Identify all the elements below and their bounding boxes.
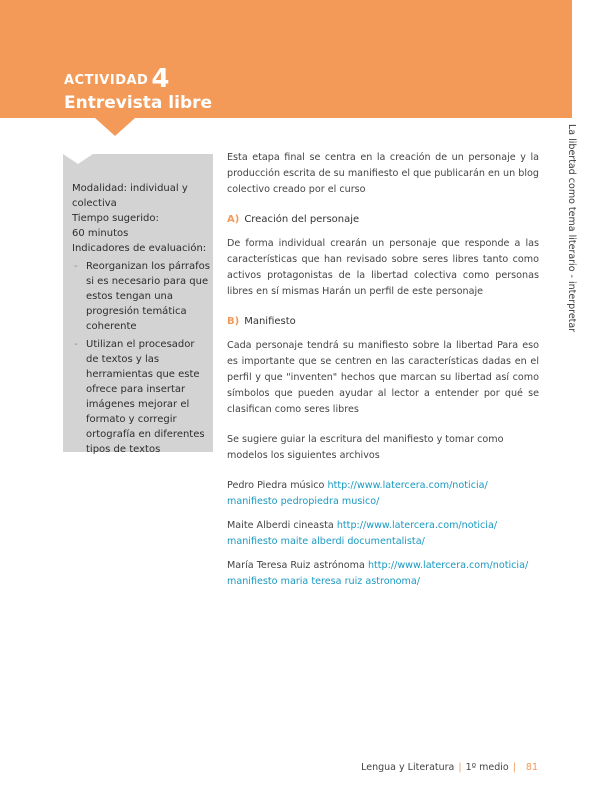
section-a-paragraph: De forma individual crearán un personaje que responde a las características que han revisado sobre seres libres tanto como activos protagonistas de la libertad colectiva como personas libres en sí mismas Harán un perfil de este personaje bbox=[227, 238, 539, 297]
section-b-letter: B) bbox=[227, 316, 240, 327]
section-b-title: Manifiesto bbox=[244, 316, 296, 327]
activity-heading bbox=[64, 64, 169, 94]
page-footer bbox=[361, 762, 538, 773]
footer-divider: | bbox=[512, 762, 516, 773]
link-item bbox=[227, 478, 539, 510]
indicator-item: - Reorganizan los párrafos si es necesario para que estos tengan una progresión temática coherente bbox=[72, 259, 210, 334]
modalidad: Modalidad: individual y colectiva bbox=[72, 183, 188, 209]
activity-info-box bbox=[63, 154, 213, 455]
section-b-paragraph: Cada personaje tendrá su manifiesto sobre la libertad Para eso es importante que se centren en las características dadas en el perfil y que "inventen" hechos que marcan su libertad así como símbolos que pueden ayudar al lector a entender por qué se clasifican como seres libres bbox=[227, 340, 539, 415]
link-label: Maite Alberdi cineasta bbox=[227, 520, 334, 531]
link-url[interactable]: http://www.latercera.com/noticia/ bbox=[367, 560, 529, 571]
banner-notch bbox=[95, 118, 135, 136]
intro-paragraph: Esta etapa final se centra en la creación de un personaje y la producción escrita de su manifiesto el que publicarán en un blog colectivo creado por el curso bbox=[227, 152, 539, 195]
footer-subject: Lengua y Literatura bbox=[361, 762, 455, 773]
link-label: María Teresa Ruiz astrónoma bbox=[227, 560, 365, 571]
section-a-heading bbox=[227, 212, 539, 228]
link-item bbox=[227, 518, 539, 550]
activity-label: ACTIVIDAD bbox=[64, 73, 149, 88]
activity-title: Entrevista libre bbox=[64, 93, 213, 113]
indicator-list bbox=[72, 259, 210, 457]
suggestion-paragraph: Se sugiere guiar la escritura del manifiesto y tomar como modelos los siguientes archivos bbox=[227, 434, 504, 461]
side-tab-topic: La libertad como tema literario - interpretar bbox=[566, 124, 577, 333]
footer-level: 1º medio bbox=[465, 762, 509, 773]
section-a-letter: A) bbox=[227, 214, 240, 225]
tiempo-label: Tiempo sugerido: bbox=[72, 213, 159, 224]
main-content bbox=[227, 150, 539, 598]
link-label: Pedro Piedra músico bbox=[227, 480, 325, 491]
section-b-heading bbox=[227, 314, 539, 330]
link-url-continued[interactable]: manifiesto pedropiedra musico/ bbox=[227, 496, 380, 507]
tiempo-value: 60 minutos bbox=[72, 228, 129, 239]
link-url-continued[interactable]: manifiesto maria teresa ruiz astronoma/ bbox=[227, 576, 421, 587]
link-url-continued[interactable]: manifiesto maite alberdi documentalista/ bbox=[227, 536, 425, 547]
footer-divider: | bbox=[458, 762, 462, 773]
side-tab bbox=[562, 46, 598, 333]
link-item bbox=[227, 558, 539, 590]
side-tab-experiences: Experiencias de aprendizaje bbox=[587, 46, 598, 180]
box-notch bbox=[63, 154, 93, 164]
link-url[interactable]: http://www.latercera.com/noticia/ bbox=[327, 480, 488, 491]
section-a-title: Creación del personaje bbox=[244, 214, 360, 225]
link-url[interactable]: http://www.latercera.com/noticia/ bbox=[336, 520, 498, 531]
model-links bbox=[227, 478, 539, 590]
indicadores-label: Indicadores de evaluación: bbox=[72, 243, 207, 254]
activity-number: 4 bbox=[151, 64, 170, 94]
page-number: 81 bbox=[525, 762, 538, 773]
indicator-item: - Utilizan el procesador de textos y las herramientas que este ofrece para insertar imágenes mejorar el formato y corregir ortografía en diferentes tipos de textos bbox=[72, 337, 210, 457]
